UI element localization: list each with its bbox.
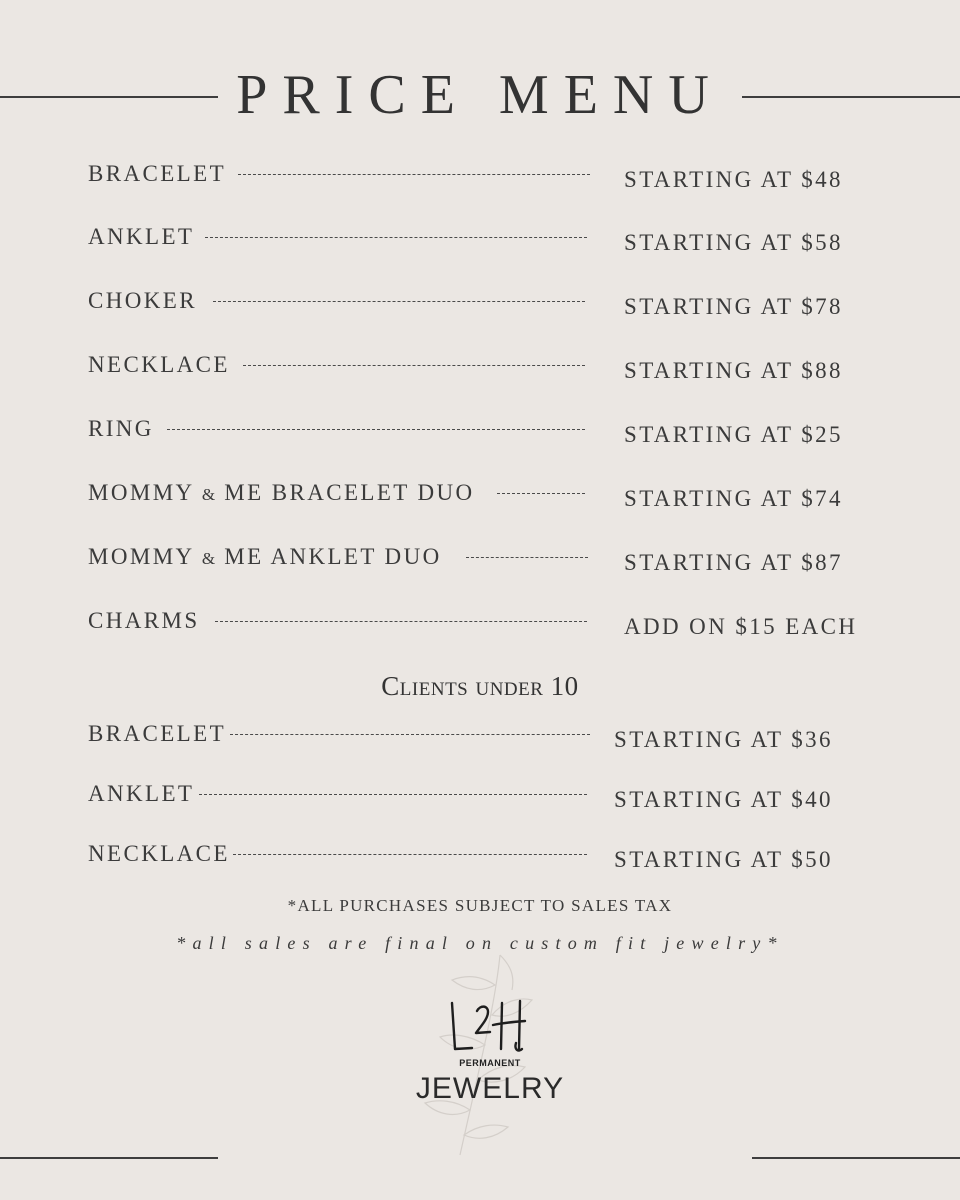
- menu-item-price: STARTING AT $25: [624, 422, 843, 447]
- menu-item-name-part2: ME BRACELET DUO: [224, 480, 475, 505]
- dotted-leader: [199, 794, 587, 795]
- dotted-leader: [233, 854, 587, 855]
- menu-item-price: STARTING AT $50: [614, 847, 833, 872]
- footer-rule-left: [0, 1157, 218, 1159]
- ampersand: &: [201, 549, 217, 568]
- menu-item-name: [88, 479, 475, 509]
- menu-item-name: ANKLET: [88, 224, 195, 249]
- menu-item-name-part2: ME ANKLET DUO: [224, 544, 442, 569]
- sales-tax-note: *ALL PURCHASES SUBJECT TO SALES TAX: [287, 896, 673, 915]
- menu-item-price: STARTING AT $48: [624, 167, 843, 192]
- menu-item-name: RING: [88, 416, 154, 441]
- menu-item-name: BRACELET: [88, 161, 227, 186]
- menu-item-name: [88, 543, 442, 573]
- menu-item-name: NECKLACE: [88, 841, 230, 866]
- menu-row-mommy-me-bracelet-duo: [0, 479, 960, 519]
- dotted-leader: [243, 365, 585, 366]
- logo-jewelry-text: JEWELRY: [415, 1072, 565, 1105]
- dotted-leader: [205, 237, 587, 238]
- menu-row-charms: [0, 607, 960, 647]
- menu-row-mommy-me-anklet-duo: [0, 543, 960, 583]
- menu-item-name-part1: MOMMY: [88, 544, 194, 569]
- menu-item-name-part1: MOMMY: [88, 480, 194, 505]
- dotted-leader: [466, 557, 588, 558]
- menu-item-name: NECKLACE: [88, 352, 230, 377]
- dotted-leader: [213, 301, 585, 302]
- menu-row-necklace: [0, 351, 960, 391]
- dotted-leader: [230, 734, 590, 735]
- dotted-leader: [215, 621, 587, 622]
- kids-row-necklace: [0, 840, 960, 880]
- dotted-leader: [238, 174, 590, 175]
- page-title: PRICE MENU: [236, 64, 724, 126]
- kids-row-bracelet: [0, 720, 960, 760]
- logo-permanent-text: PERMANENT: [459, 1058, 521, 1068]
- menu-item-price: ADD ON $15 EACH: [624, 614, 858, 639]
- kids-row-anklet: [0, 780, 960, 820]
- menu-item-name: ANKLET: [88, 781, 195, 806]
- dotted-leader: [497, 493, 585, 494]
- menu-row-ring: [0, 415, 960, 455]
- brand-logo: [380, 945, 600, 1175]
- menu-item-name: BRACELET: [88, 721, 227, 746]
- menu-row-bracelet: [0, 160, 960, 200]
- menu-row-choker: [0, 287, 960, 327]
- menu-item-price: STARTING AT $88: [624, 358, 843, 383]
- final-sale-note: *all sales are final on custom fit jewelry*: [176, 933, 784, 953]
- kids-section-heading: Clients under 10: [381, 671, 579, 701]
- ampersand: &: [201, 485, 217, 504]
- menu-item-price: STARTING AT $40: [614, 787, 833, 812]
- menu-item-price: STARTING AT $78: [624, 294, 843, 319]
- menu-item-name: CHOKER: [88, 288, 197, 313]
- menu-item-price: STARTING AT $74: [624, 486, 843, 511]
- menu-row-anklet: [0, 223, 960, 263]
- menu-item-price: STARTING AT $58: [624, 230, 843, 255]
- footer-rule-right: [752, 1157, 960, 1159]
- menu-item-name: CHARMS: [88, 608, 200, 633]
- menu-item-price: STARTING AT $87: [624, 550, 843, 575]
- menu-item-price: STARTING AT $36: [614, 727, 833, 752]
- dotted-leader: [167, 429, 585, 430]
